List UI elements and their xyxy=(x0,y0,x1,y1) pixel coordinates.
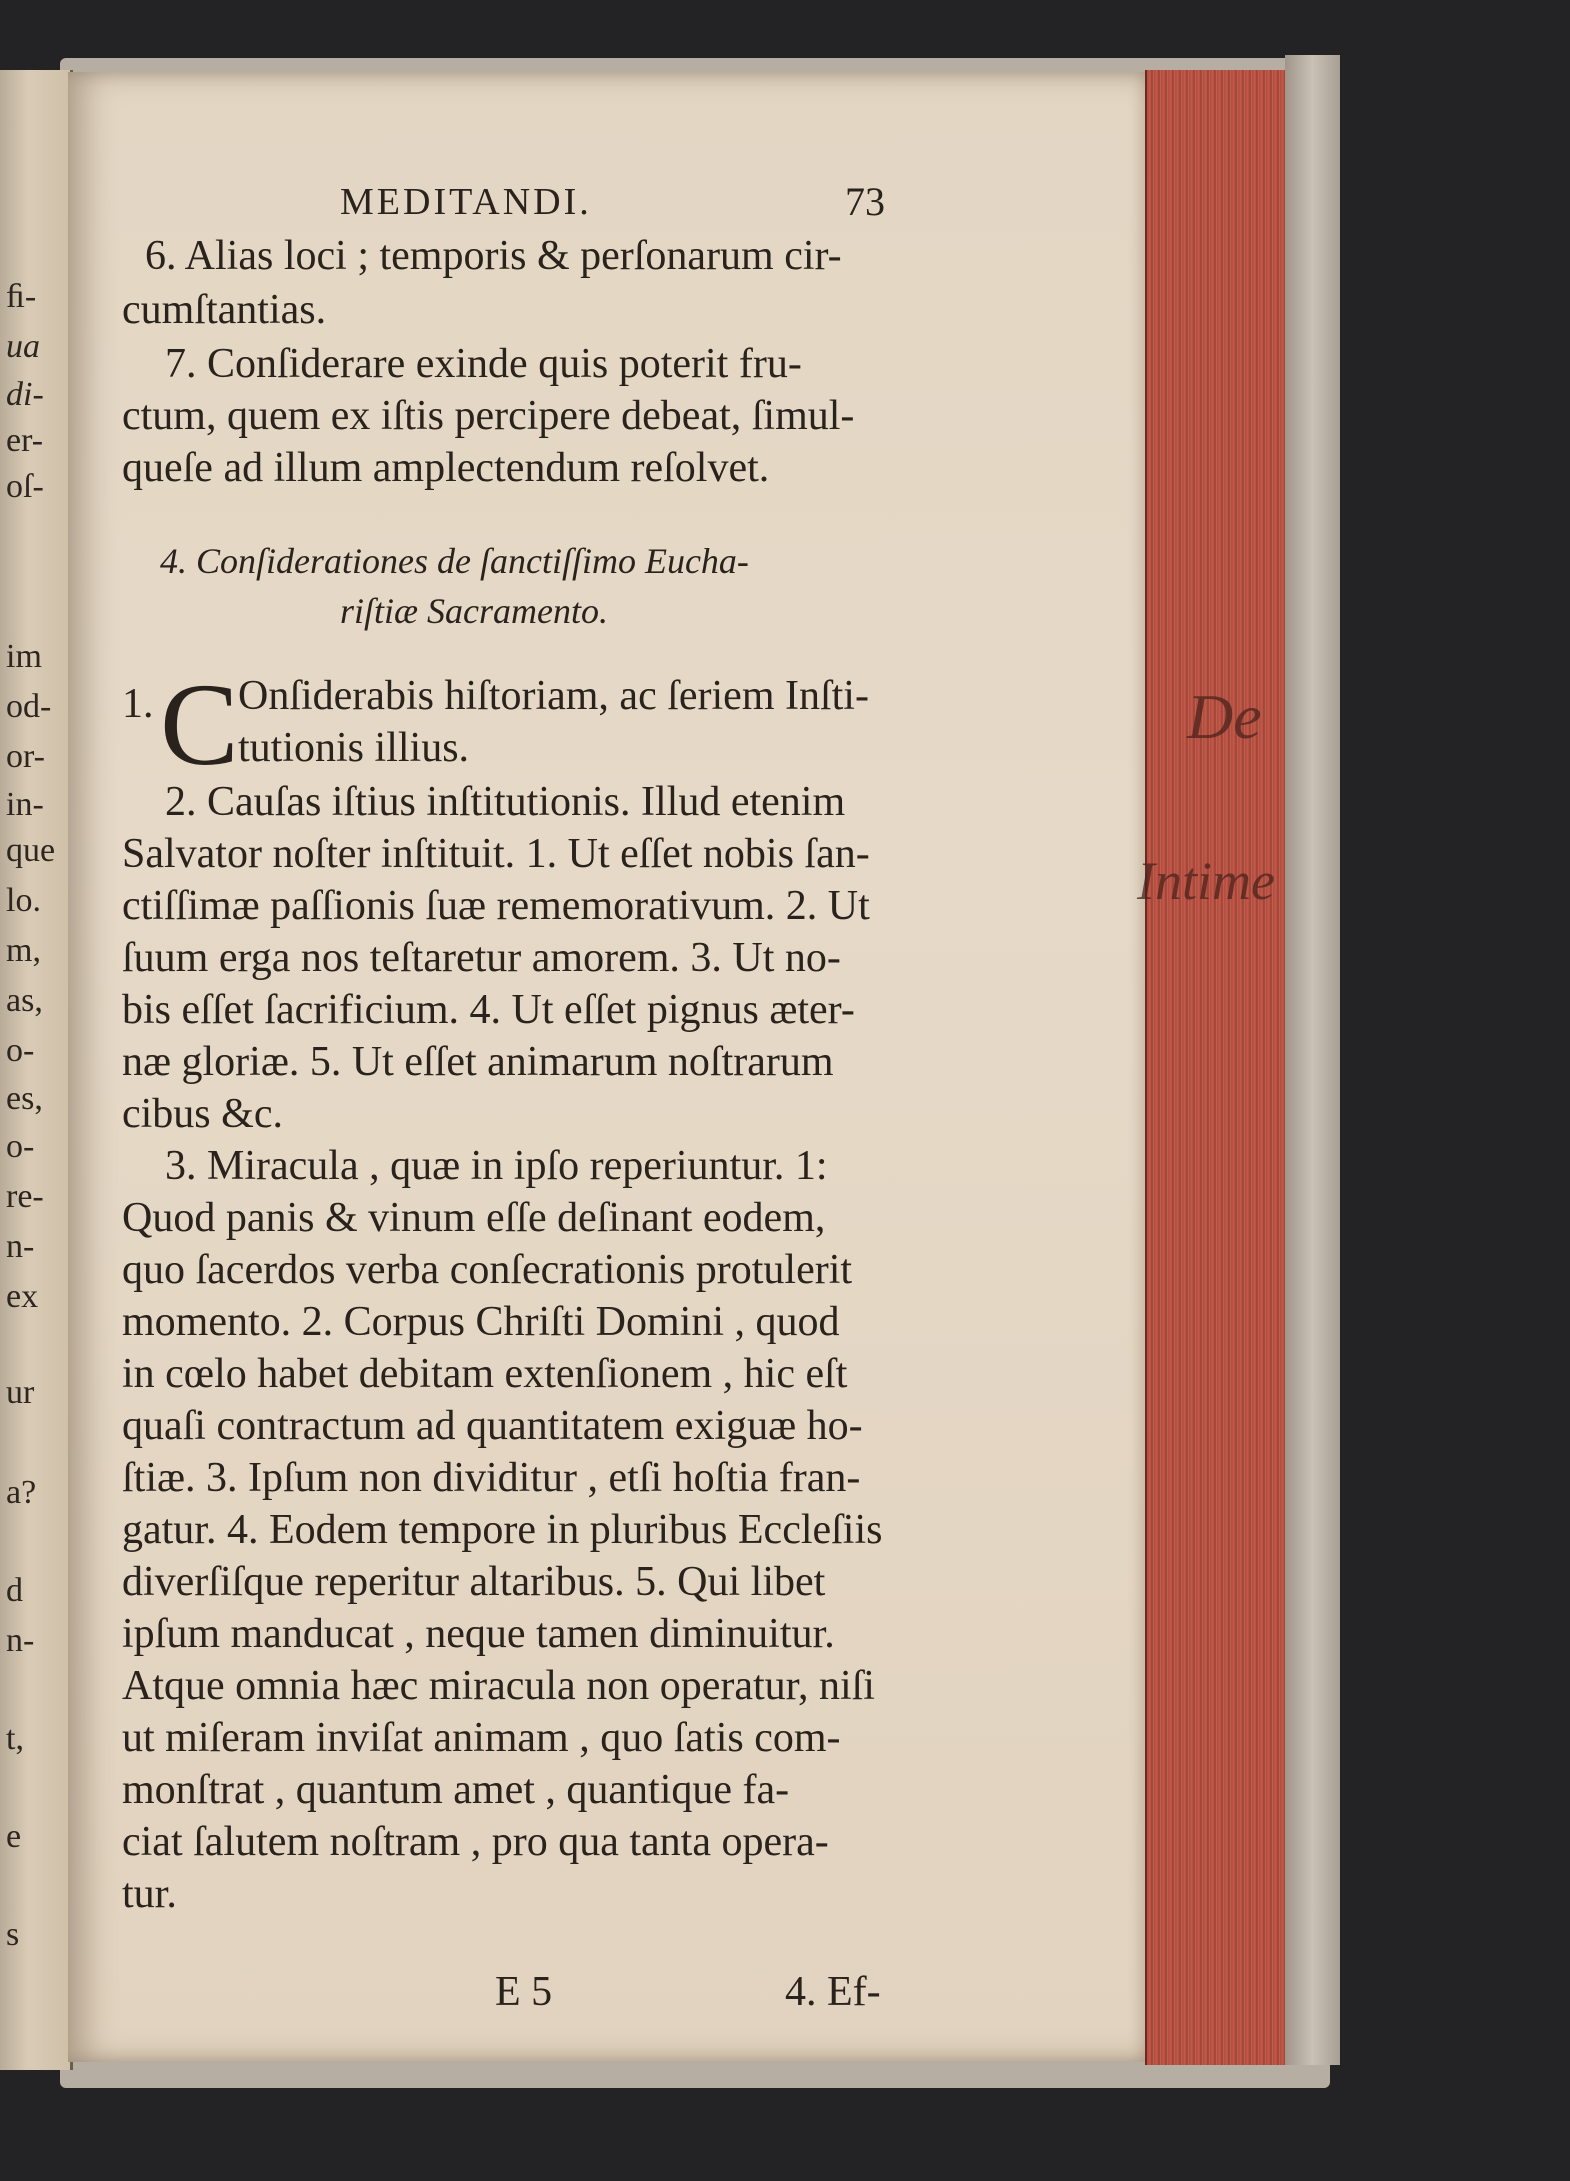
left-fragment: d xyxy=(6,1572,23,1609)
text-line: bis eſſet ſacrificium. 4. Ut eſſet pignus æter- xyxy=(122,987,855,1033)
left-fragment: in- xyxy=(6,786,44,823)
text-line: ipſum manducat , neque tamen diminuitur. xyxy=(122,1611,835,1657)
left-fragment: n- xyxy=(6,1228,35,1265)
text-line: ut miſeram inviſat animam , quo ſatis com- xyxy=(122,1715,841,1761)
page-number: 73 xyxy=(845,179,885,224)
left-fragment: er- xyxy=(6,422,44,459)
left-fragment: que xyxy=(6,832,56,869)
text-line: ciat ſalutem noſtram , pro qua tanta opera- xyxy=(122,1819,829,1865)
text-line: momento. 2. Corpus Chriſti Domini , quod xyxy=(122,1299,840,1345)
text-line: 6. Alias loci ; temporis & perſonarum cir- xyxy=(145,233,842,279)
text-line: 2. Cauſas iſtius inſtitutionis. Illud etenim xyxy=(165,779,846,825)
text-line: tur. xyxy=(122,1871,177,1917)
section-title: riſtiæ Sacramento. xyxy=(340,591,608,631)
text-line: in cœlo habet debitam extenſionem , hic eſt xyxy=(122,1351,848,1397)
left-fragment: o- xyxy=(6,1128,35,1165)
text-line: Atque omnia hæc miracula non operatur, niſi xyxy=(122,1663,875,1709)
left-fragment: t, xyxy=(6,1720,24,1757)
text-line: ctum, quem ex iſtis percipere debeat, ſimul- xyxy=(122,393,855,439)
item-number: 1. xyxy=(122,681,154,727)
left-fragment: od- xyxy=(6,688,52,725)
running-title: MEDITANDI. xyxy=(340,181,592,223)
text-line: tutionis illius. xyxy=(238,725,470,771)
text-line: cibus &c. xyxy=(122,1091,283,1137)
left-fragment: es, xyxy=(6,1080,43,1117)
text-line: diverſiſque reperitur altaribus. 5. Qui libet xyxy=(122,1559,826,1605)
left-fragment: n- xyxy=(6,1622,35,1659)
left-fragment: lo. xyxy=(6,882,41,919)
left-page-fragment xyxy=(0,70,73,2070)
left-fragment: s xyxy=(6,1916,20,1953)
text-line: Onſiderabis hiſtoriam, ac ſeriem Inſti- xyxy=(238,673,869,719)
left-fragment: oſ- xyxy=(6,468,44,505)
section-title: 4. Conſiderationes de ſanctiſſimo Eucha- xyxy=(160,541,749,581)
text-line: næ gloriæ. 5. Ut eſſet animarum noſtrarum xyxy=(122,1039,834,1085)
text-line: ſuum erga nos teſtaretur amorem. 3. Ut no- xyxy=(122,935,841,981)
left-fragment: im xyxy=(6,638,42,675)
text-line: queſe ad illum amplectendum reſolvet. xyxy=(122,445,770,491)
left-fragment: ua xyxy=(6,328,40,365)
book-spine xyxy=(1285,55,1340,2065)
text-line: 3. Miracula , quæ in ipſo reperiuntur. 1: xyxy=(165,1143,828,1189)
text-line: Quod panis & vinum eſſe deſinant eodem, xyxy=(122,1195,826,1241)
left-fragment: or- xyxy=(6,738,45,775)
text-line: quaſi contractum ad quantitatem exiguæ ho- xyxy=(122,1403,863,1449)
text-line: 7. Conſiderare exinde quis poterit fru- xyxy=(165,341,802,387)
left-fragment: m, xyxy=(6,932,41,969)
text-line: ctiſſimæ paſſionis ſuæ rememorativum. 2. Ut xyxy=(122,883,870,929)
left-fragment: o- xyxy=(6,1032,35,1069)
signature-mark: E 5 xyxy=(495,1969,553,2015)
left-fragment: ur xyxy=(6,1374,35,1411)
text-line: cumſtantias. xyxy=(122,287,327,333)
left-fragment: ex xyxy=(6,1278,39,1315)
text-line: Salvator noſter inſtituit. 1. Ut eſſet nobis ſan- xyxy=(122,831,870,877)
edge-label-bottom: Intime xyxy=(1137,851,1275,911)
left-fragment: re- xyxy=(6,1178,44,1215)
left-fragment: a? xyxy=(6,1474,37,1511)
text-line: ſtiæ. 3. Ipſum non dividitur , etſi hoſtia fran- xyxy=(122,1455,861,1501)
left-fragment: as, xyxy=(6,982,43,1019)
text-line: monſtrat , quantum amet , quantique fa- xyxy=(122,1767,790,1813)
page-edge-red xyxy=(1137,70,1287,2065)
edge-label-top: De xyxy=(1187,681,1262,752)
text-line: quo ſacerdos verba conſecrationis protulerit xyxy=(122,1247,853,1293)
left-fragment: e xyxy=(6,1818,22,1855)
left-fragment: ﬁ- xyxy=(6,278,37,315)
text-line: gatur. 4. Eodem tempore in pluribus Eccleſiis xyxy=(122,1507,883,1553)
drop-cap: C xyxy=(160,659,239,790)
catchword: 4. Ef- xyxy=(785,1969,881,2015)
left-fragment: di- xyxy=(6,376,44,413)
